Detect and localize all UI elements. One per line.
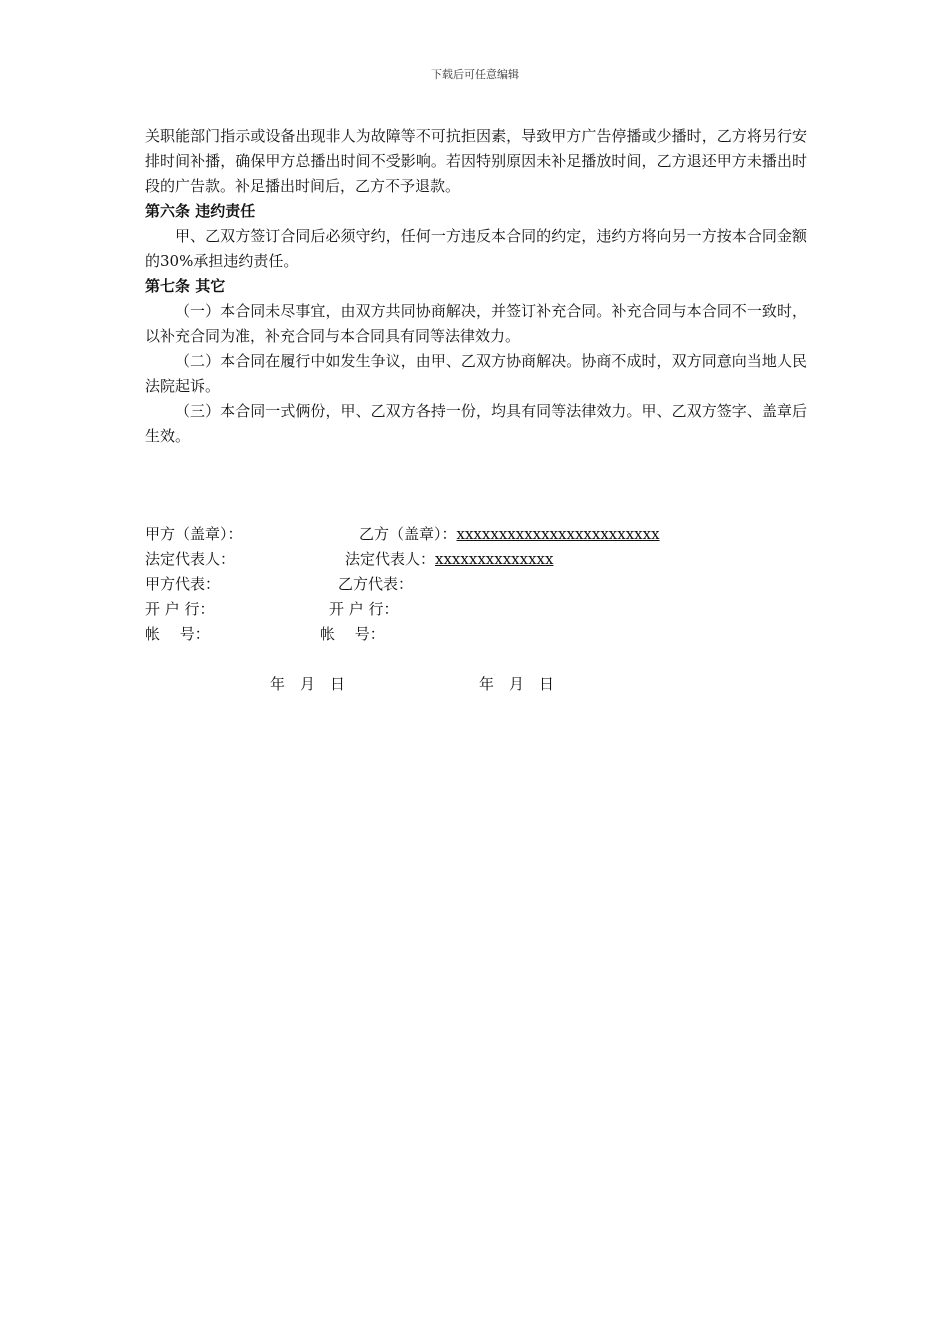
account-a-label: 帐 号： bbox=[145, 625, 210, 643]
article-6-title: 第六条 违约责任 bbox=[145, 202, 256, 220]
article-6-paragraph: 甲、乙双方签订合同后必须守约，任何一方违反本合同的约定，违约方将向另一方按本合同金额的30%承担违约责任。 bbox=[145, 227, 807, 270]
legal-rep-b-label: 法定代表人： bbox=[345, 550, 436, 568]
party-a-seal-label: 甲方（盖章）： bbox=[145, 525, 243, 543]
date-a: 年 月 日 bbox=[270, 675, 346, 693]
article-7-item-1: （一）本合同未尽事宜，由双方共同协商解决，并签订补充合同。补充合同与本合同不一致时，以补充合同为准，补充合同与本合同具有同等法律效力。 bbox=[145, 302, 807, 345]
representative-row bbox=[145, 572, 807, 597]
page-header: 下载后可任意编辑 bbox=[431, 68, 519, 81]
article-7-item-2: （二）本合同在履行中如发生争议，由甲、乙双方协商解决。协商不成时，双方同意向当地人民法院起诉。 bbox=[145, 352, 807, 395]
legal-rep-b bbox=[345, 547, 553, 572]
party-b-seal-value: xxxxxxxxxxxxxxxxxxxxxxxx bbox=[456, 525, 660, 543]
rep-a-label: 甲方代表： bbox=[145, 575, 221, 593]
article-7-item-3: （三）本合同一式俩份，甲、乙双方各持一份，均具有同等法律效力。甲、乙双方签字、盖章后生效。 bbox=[145, 402, 807, 445]
bank-row bbox=[145, 597, 807, 622]
seal-row bbox=[145, 522, 807, 547]
date-b: 年 月 日 bbox=[479, 675, 555, 693]
signature-block bbox=[145, 522, 807, 647]
paragraph-force-majeure: 关职能部门指示或设备出现非人为故障等不可抗拒因素，导致甲方广告停播或少播时，乙方将另行安排时间补播，确保甲方总播出时间不受影响。若因特别原因未补足播放时间，乙方退还甲方未播出时段的广告款。补足播出时间后，乙方不予退款。 bbox=[145, 127, 807, 195]
account-b-label: 帐 号： bbox=[320, 625, 385, 643]
party-b-seal bbox=[359, 522, 660, 547]
account-row bbox=[145, 622, 807, 647]
article-7-title: 第七条 其它 bbox=[145, 277, 226, 295]
legal-rep-a-label: 法定代表人： bbox=[145, 550, 236, 568]
legal-rep-row bbox=[145, 547, 807, 572]
rep-b-label: 乙方代表： bbox=[338, 575, 414, 593]
bank-a-label: 开 户 行： bbox=[145, 600, 215, 618]
bank-b-label: 开 户 行： bbox=[329, 600, 399, 618]
legal-rep-b-value: xxxxxxxxxxxxxx bbox=[435, 550, 554, 568]
party-b-seal-label: 乙方（盖章）： bbox=[359, 525, 457, 543]
contract-body bbox=[145, 124, 807, 449]
